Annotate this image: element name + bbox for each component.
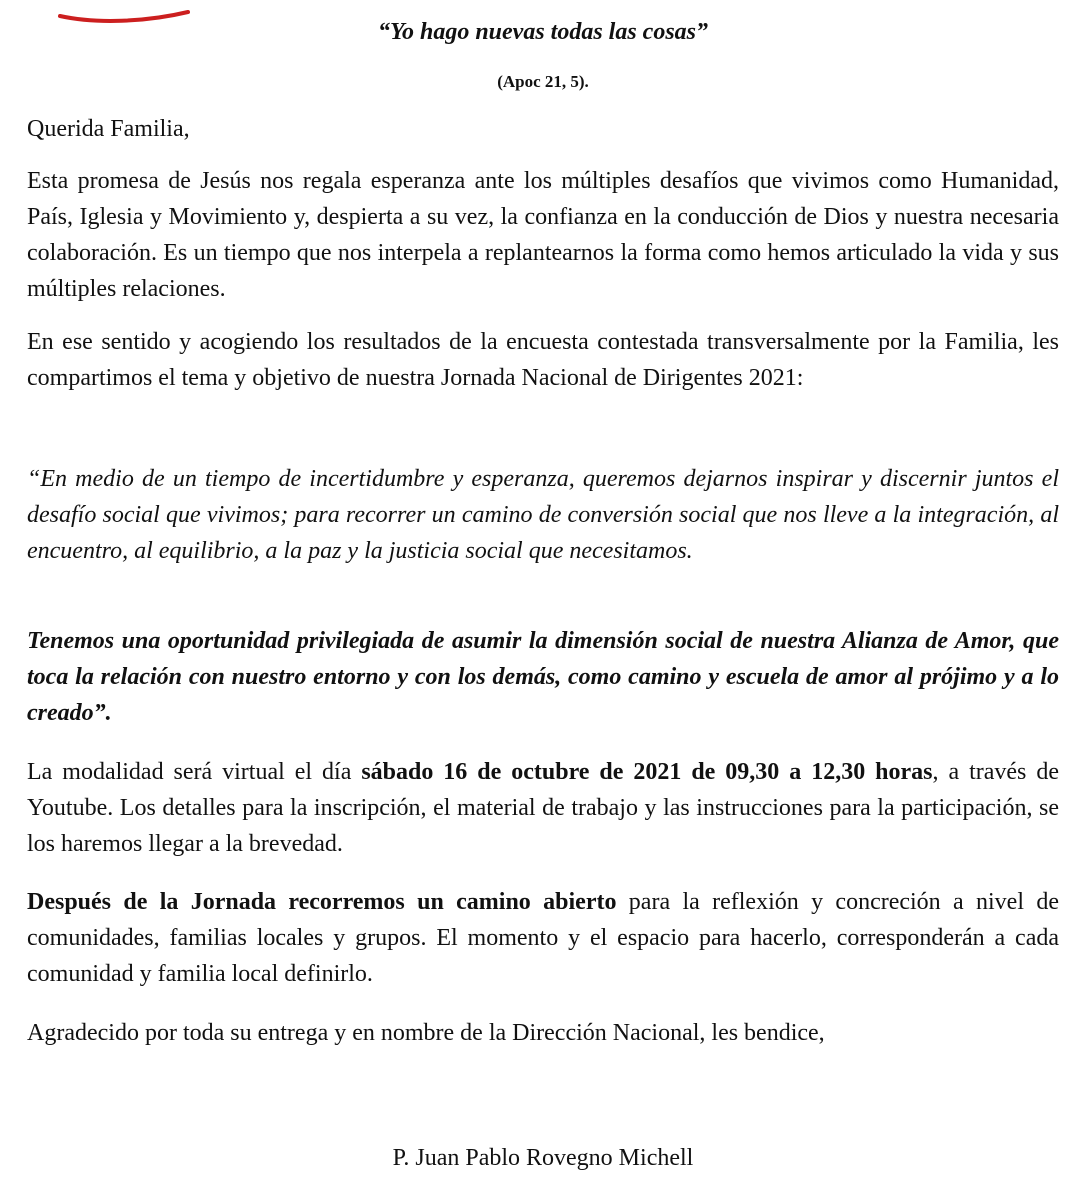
after-jornada-text: para la reflexión y concreción a nivel de comunidades, familias locales y grupos. El momento y el espacio para hacerlo, corresponderán a cada comunidad y familia local definirlo.: [27, 889, 1059, 987]
modality-text-after: , a través de Youtube. Los detalles para la inscripción, el material de trabajo y las instrucciones para la participación, se los haremos llegar a la brevedad.: [27, 759, 1060, 857]
letter-paragraph-1: Esta promesa de Jesús nos regala esperanza ante los múltiples desafíos que vivimos como Humanidad, País, Iglesia y Movimiento y, despierta a su vez, la confianza en la conducción de Dios y nuestra necesaria colaboración. Es un tiempo que nos interpela a replantearnos la forma como hemos articulado la vida y sus múltiples relaciones.: [27, 168, 1059, 302]
letter-salutation: Querida Familia,: [27, 116, 190, 142]
letter-citation: (Apoc 21, 5).: [497, 72, 589, 91]
modality-text-before: La modalidad será virtual el día: [27, 759, 362, 785]
letter-paragraph-modality: [27, 754, 1059, 862]
letter-paragraph-2: En ese sentido y acogiendo los resultados de la encuesta contestada transversalmente por la Familia, les compartimos el tema y objetivo de nuestra Jornada Nacional de Dirigentes 2021:: [27, 329, 1059, 391]
letter-signature: P. Juan Pablo Rovegno Michell: [392, 1145, 694, 1171]
letter-quote-paragraph: “En medio de un tiempo de incertidumbre y esperanza, queremos dejarnos inspirar y discernir juntos el desafío social que vivimos; para recorrer un camino de conversión social que nos lleve a la integración, al encuentro, al equilibrio, a la paz y la justicia social que necesitamos.: [27, 466, 1059, 564]
modality-date-time: sábado 16 de octubre de 2021 de 09,30 a 12,30 horas: [361, 759, 933, 785]
letter-motto: “Yo hago nuevas todas las cosas”: [377, 19, 709, 45]
letter-paragraph-after-jornada: [27, 884, 1059, 992]
letter-closing: Agradecido por toda su entrega y en nombre de la Dirección Nacional, les bendice,: [27, 1020, 825, 1046]
after-jornada-emphasis: Después de la Jornada recorremos un camino abierto: [27, 889, 617, 915]
letter-quote-emphasis: Tenemos una oportunidad privilegiada de asumir la dimensión social de nuestra Alianza de Amor, que toca la relación con nuestro entorno y con los demás, como camino y escuela de amor al prójimo y a lo creado”.: [27, 628, 1059, 726]
